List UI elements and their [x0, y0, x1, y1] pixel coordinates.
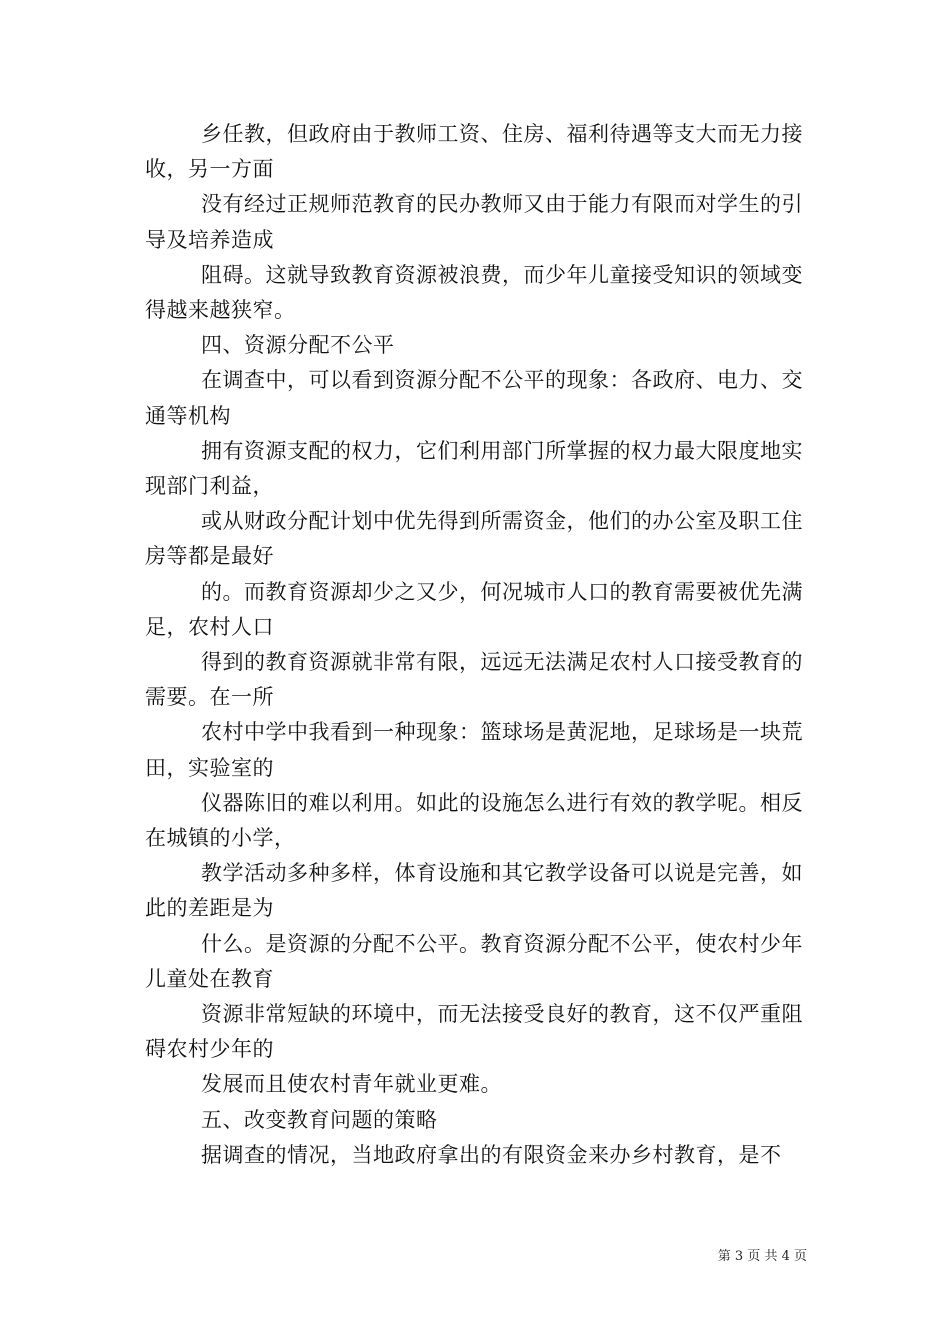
paragraph: 没有经过正规师范教育的民办教师又由于能力有限而对学生的引导及培养造成	[145, 192, 803, 252]
paragraph: 或从财政分配计划中优先得到所需资金，他们的办公室及职工住房等都是最好	[145, 509, 803, 569]
section-heading: 五、改变教育问题的策略	[201, 1107, 438, 1132]
paragraph: 阻碍。这就导致教育资源被浪费，而少年儿童接受知识的领域变得越来越狭窄。	[145, 262, 803, 323]
paragraph: 的。而教育资源却少之又少，何况城市人口的教育需要被优先满足，农村人口	[145, 579, 803, 639]
paragraph: 教学活动多种多样，体育设施和其它教学设备可以说是完善，如此的差距是为	[145, 861, 803, 921]
paragraph: 得到的教育资源就非常有限，远远无法满足农村人口接受教育的需要。在一所	[145, 650, 803, 710]
paragraph: 发展而且使农村青年就业更难。	[201, 1072, 502, 1097]
paragraph: 在调查中，可以看到资源分配不公平的现象：各政府、电力、交通等机构	[145, 368, 803, 428]
paragraph: 乡任教，但政府由于教师工资、住房、福利待遇等支大而无力接收，另一方面	[145, 122, 803, 182]
paragraph: 资源非常短缺的环境中，而无法接受良好的教育，这不仅严重阻碍农村少年的	[145, 1002, 803, 1062]
paragraph: 什么。是资源的分配不公平。教育资源分配不公平，使农村少年儿童处在教育	[145, 931, 803, 991]
page-number-footer: 第 3 页 共 4 页	[717, 1249, 807, 1264]
paragraph: 据调查的情况，当地政府拿出的有限资金来办乡村教育，是不	[201, 1142, 782, 1167]
document-body	[145, 117, 810, 1173]
paragraph: 拥有资源支配的权力，它们利用部门所掌握的权力最大限度地实现部门利益，	[145, 438, 803, 499]
section-heading: 四、资源分配不公平	[201, 333, 395, 358]
paragraph: 农村中学中我看到一种现象：篮球场是黄泥地，足球场是一块荒田，实验室的	[145, 720, 803, 780]
paragraph: 仪器陈旧的难以利用。如此的设施怎么进行有效的教学呢。相反在城镇的小学，	[145, 790, 803, 851]
